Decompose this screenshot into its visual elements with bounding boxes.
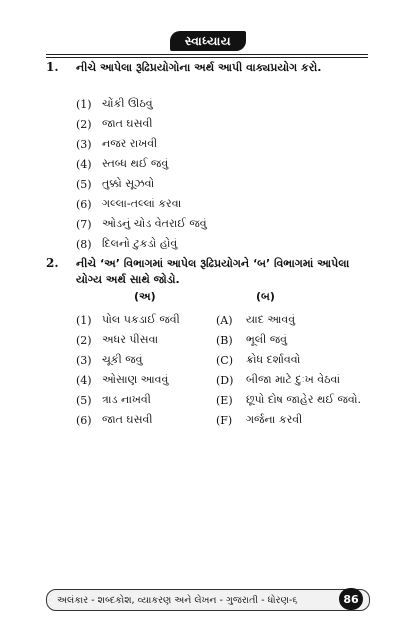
row-letter: (A): [216, 313, 233, 327]
row-letter: (F): [216, 413, 233, 427]
list-item: [76, 114, 152, 134]
column-a-heading: (અ): [134, 290, 156, 303]
row-number: (3): [76, 353, 92, 367]
row-number: (5): [76, 393, 92, 407]
idiom-text: ત્રાડ નાખવી: [102, 393, 151, 406]
match-row: [76, 410, 376, 430]
column-b-heading: (બ): [256, 290, 275, 303]
match-row: [76, 350, 376, 370]
item-number: (5): [76, 177, 92, 191]
item-number: (6): [76, 197, 92, 211]
item-text: દિલનો ટુકડો હોવું: [102, 237, 178, 250]
footer-bar: [46, 589, 370, 611]
item-text: ઓડનું ચોડ વેતરાઈ જવું: [102, 217, 207, 230]
question-2-text-line1: નીચે ‘અ’ વિભાગમાં આપેલ રૂઢિપ્રયોગને ‘બ’ વિભાગમાં આપેલા: [76, 257, 350, 270]
meaning-text: ગર્જના કરવી: [246, 413, 303, 426]
item-number: (1): [76, 97, 92, 111]
item-number: (4): [76, 157, 92, 171]
idiom-text: ચૂકી જવું: [102, 353, 143, 366]
list-item: [76, 94, 153, 114]
question-1-number: 1.: [46, 60, 59, 74]
match-row: [76, 330, 376, 350]
question-1-text: નીચે આપેલા રૂઢિપ્રયોગોના અર્થ આપી વાક્યપ્રયોગ કરો.: [76, 61, 322, 74]
title-rule-bottom: [46, 57, 368, 58]
meaning-text: યાદ આવવું: [246, 313, 296, 326]
row-number: (6): [76, 413, 92, 427]
list-item: [76, 234, 177, 254]
footer-text: અલંકાર - શબ્દકોશ, વ્યાકરણ અને લેખન - ગુજરાતી - ધોરણ-૬: [57, 594, 298, 606]
item-number: (3): [76, 137, 92, 151]
section-title: સ્વાધ્યાય: [184, 33, 232, 48]
meaning-text: બીજા માટે દુઃખ વેઠવાં: [246, 373, 341, 386]
item-text: ગલ્લા-તલ્લાં કરવા: [102, 197, 182, 210]
question-2-text-line2: યોગ્ય અર્થ સાથે જોડો.: [76, 273, 180, 286]
idiom-text: અધર પીસવા: [102, 333, 159, 346]
idiom-text: પોલ પકડાઈ જવી: [102, 313, 180, 326]
row-number: (2): [76, 333, 92, 347]
item-number: (8): [76, 237, 92, 251]
match-row: [76, 370, 376, 390]
section-title-banner: [170, 31, 246, 51]
list-item: [76, 214, 207, 234]
row-letter: (E): [216, 393, 233, 407]
idiom-text: જાત ઘસવી: [102, 413, 153, 426]
item-text: તુક્કો સૂઝવો: [102, 177, 155, 190]
item-text: જાત ઘસવી: [102, 117, 153, 130]
item-text: સ્તબ્ધ થઈ જવું: [102, 157, 169, 170]
list-item: [76, 194, 181, 214]
meaning-text: ક્રોધ દર્શાવવો: [246, 353, 301, 366]
match-row: [76, 310, 376, 330]
row-letter: (D): [216, 373, 234, 387]
title-rule-top: [46, 54, 368, 55]
list-item: [76, 174, 154, 194]
row-number: (1): [76, 313, 92, 327]
list-item: [76, 154, 168, 174]
meaning-text: છૂપો દોષ જાહેર થઈ જવો.: [246, 393, 361, 406]
row-letter: (B): [216, 333, 233, 347]
idiom-text: ઓસાણ આવવું: [102, 373, 169, 386]
item-number: (7): [76, 217, 92, 231]
row-number: (4): [76, 373, 92, 387]
item-text: ચોંકી ઊઠવું: [102, 97, 153, 110]
item-text: નજર રાખવી: [102, 137, 158, 150]
row-letter: (C): [216, 353, 233, 367]
meaning-text: ભૂલી જવું: [246, 333, 288, 346]
question-2-number: 2.: [46, 256, 59, 270]
item-number: (2): [76, 117, 92, 131]
match-row: [76, 390, 376, 410]
page-number: 86: [339, 588, 363, 610]
list-item: [76, 134, 157, 154]
